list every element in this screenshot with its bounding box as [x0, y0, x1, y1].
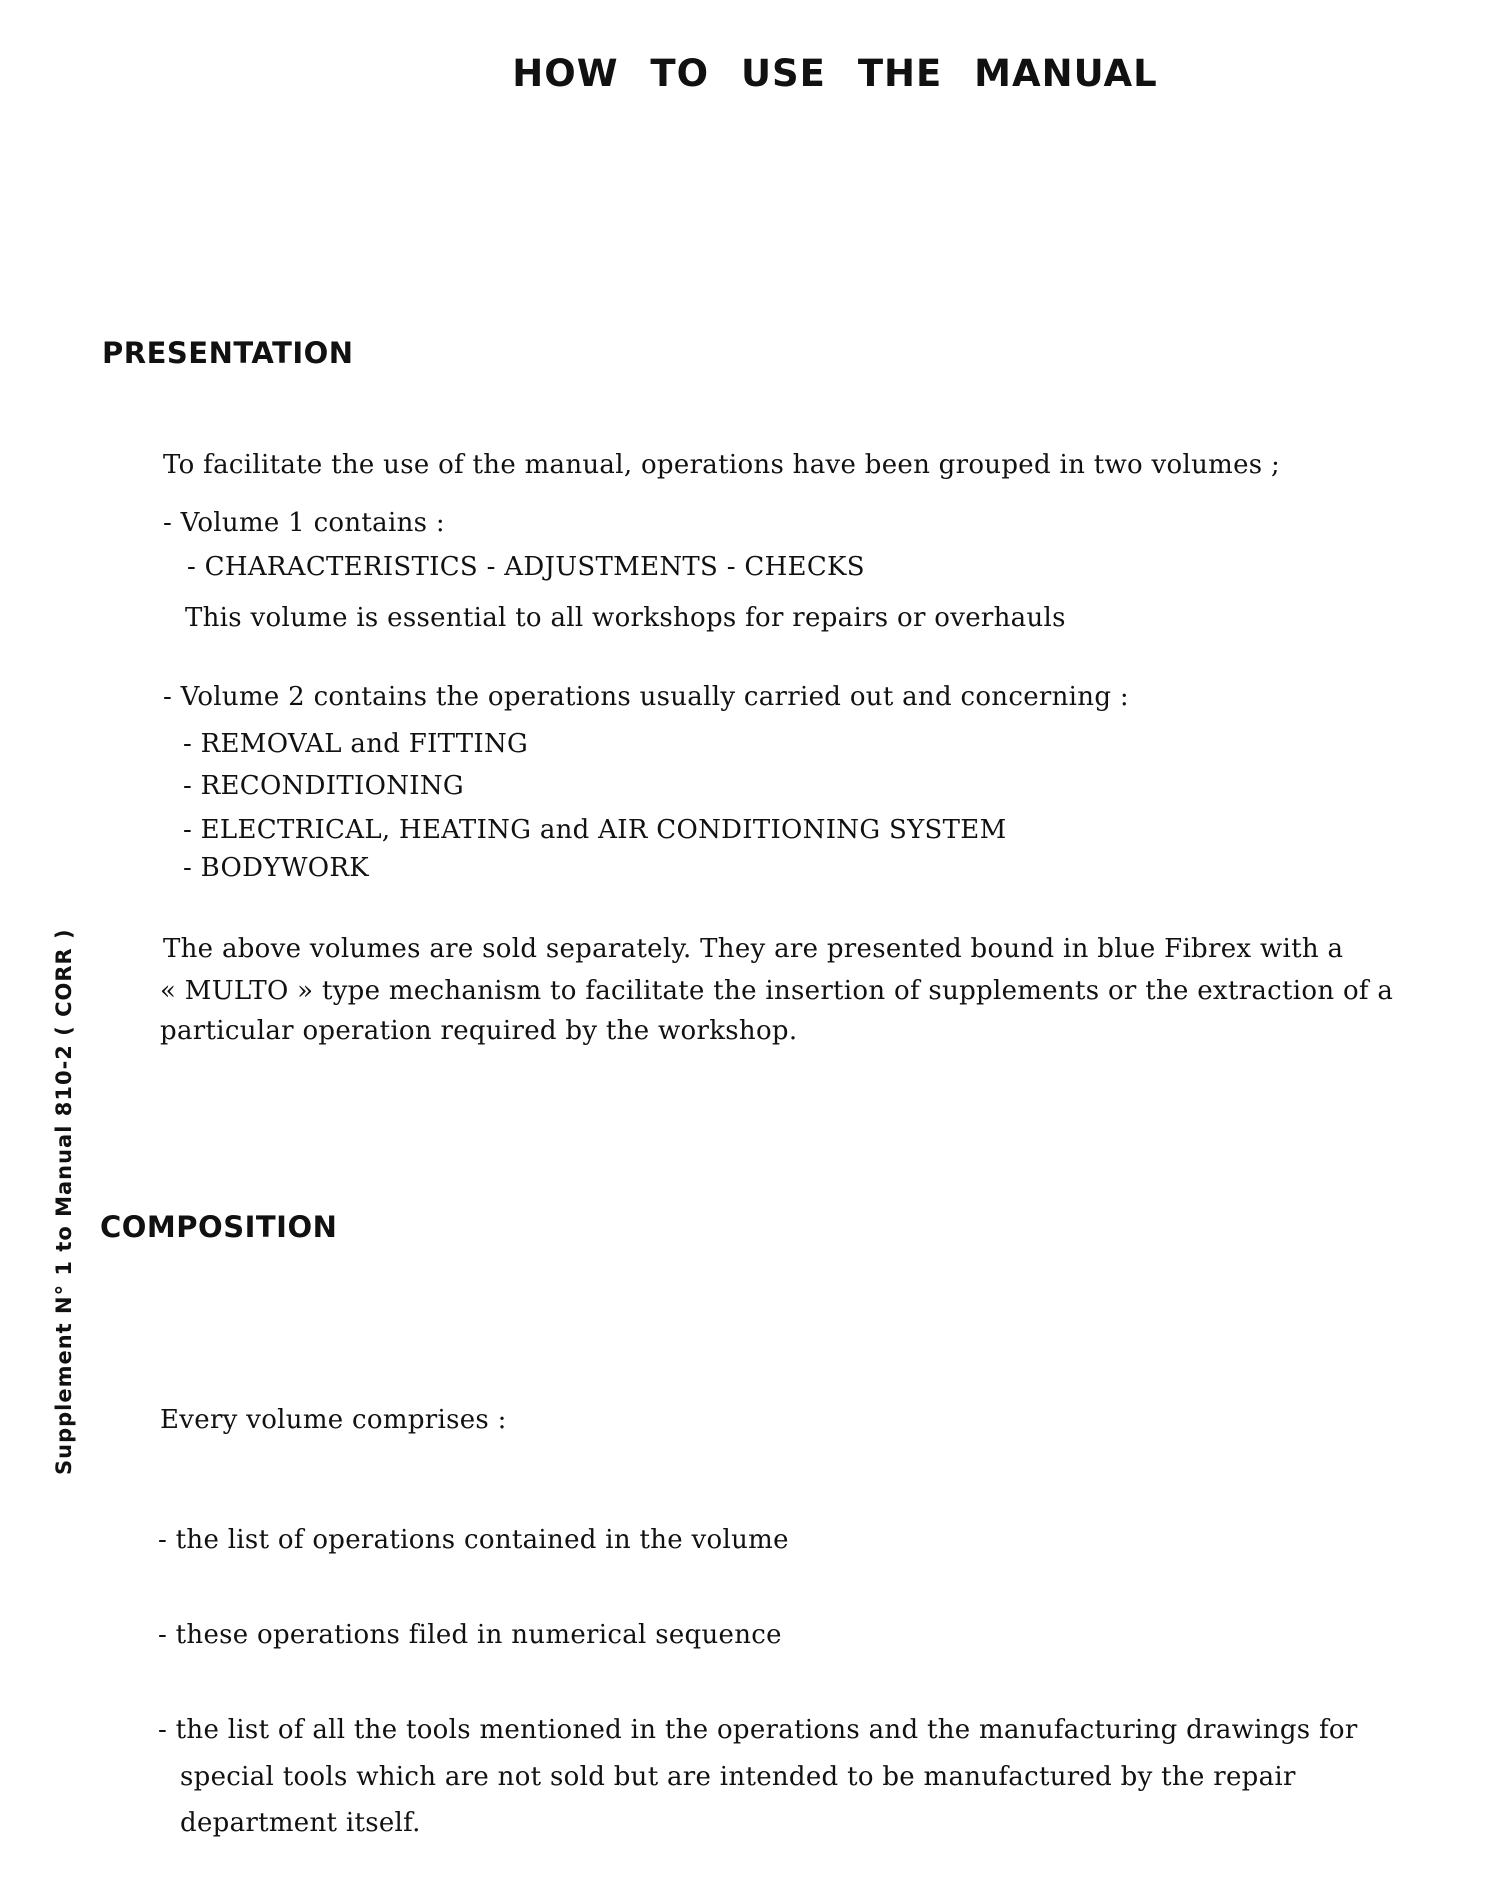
closing-line: « MULTO » type mechanism to facilitate the insertion of supplements or the extraction of a	[160, 976, 1394, 1006]
volume2-item: - ELECTRICAL, HEATING and AIR CONDITIONING SYSTEM	[183, 815, 1007, 845]
closing-line: The above volumes are sold separately. They are presented bound in blue Fibrex with a	[163, 934, 1344, 964]
page-title: HOW TO USE THE MANUAL	[512, 52, 1158, 95]
composition-item-continuation: department itself.	[180, 1808, 421, 1838]
composition-item: - the list of operations contained in the volume	[158, 1525, 789, 1555]
composition-item: - the list of all the tools mentioned in the operations and the manufacturing drawings for	[158, 1715, 1358, 1745]
presentation-heading: PRESENTATION	[102, 336, 354, 370]
volume1-note: This volume is essential to all workshops for repairs or overhauls	[185, 603, 1066, 633]
volume2-item: - BODYWORK	[183, 853, 370, 883]
composition-intro: Every volume comprises :	[160, 1405, 507, 1435]
composition-item-continuation: special tools which are not sold but are intended to be manufactured by the repair	[180, 1762, 1296, 1792]
volume1-item: - CHARACTERISTICS - ADJUSTMENTS - CHECKS	[187, 552, 865, 582]
volume2-item: - RECONDITIONING	[183, 771, 464, 801]
volume2-label: - Volume 2 contains the operations usually carried out and concerning :	[163, 682, 1129, 712]
composition-heading: COMPOSITION	[100, 1210, 338, 1244]
supplement-reference: Supplement N° 1 to Manual 810-2 ( CORR )	[52, 928, 76, 1475]
volume1-label: - Volume 1 contains :	[163, 508, 445, 538]
volume2-item: - REMOVAL and FITTING	[183, 729, 529, 759]
composition-item: - these operations filed in numerical sequence	[158, 1620, 782, 1650]
presentation-intro: To facilitate the use of the manual, operations have been grouped in two volumes ;	[163, 450, 1281, 480]
closing-line: particular operation required by the workshop.	[160, 1016, 798, 1046]
